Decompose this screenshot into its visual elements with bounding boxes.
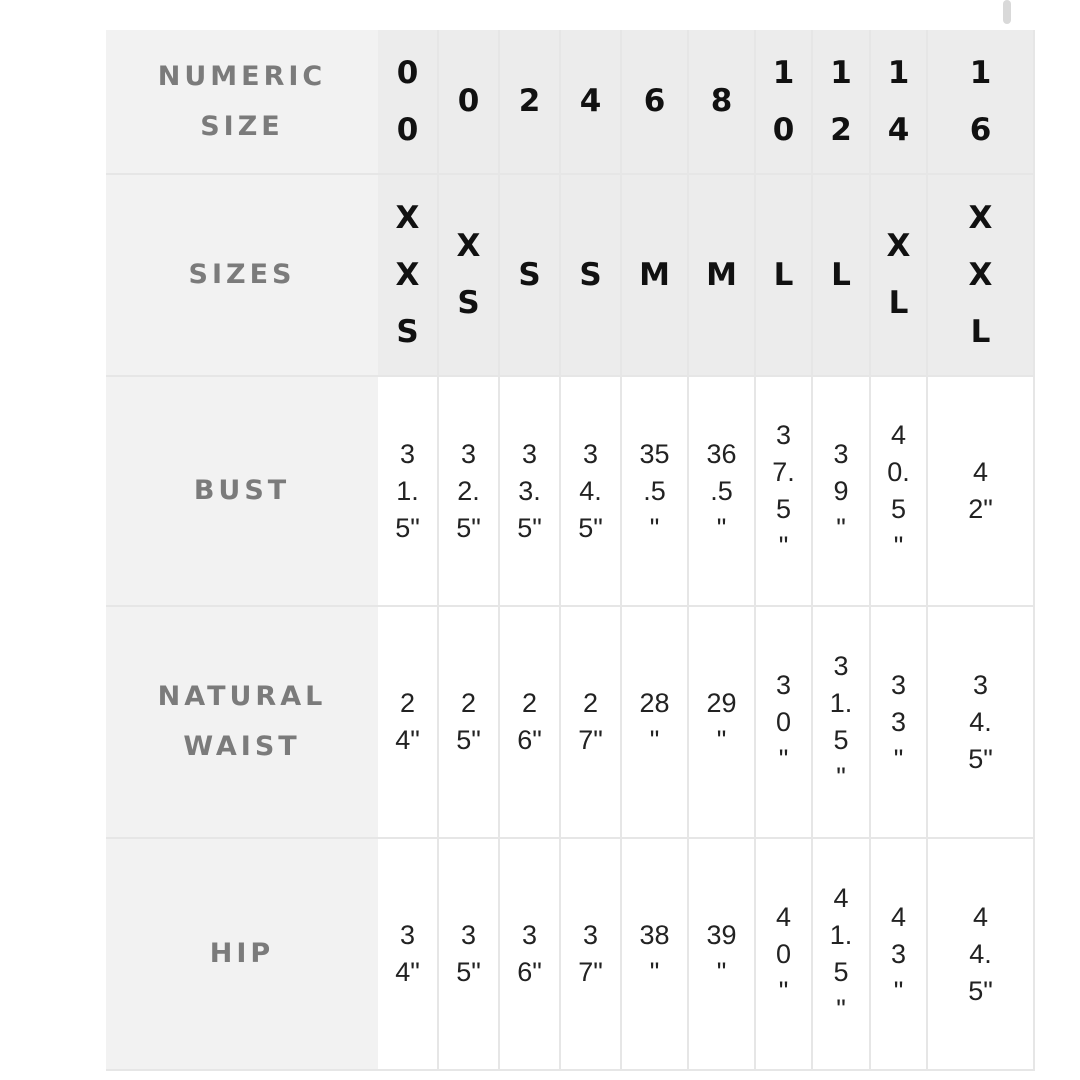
scrollbar-thumb[interactable] <box>1003 0 1011 24</box>
cell-text-line: 4 <box>833 883 849 913</box>
cell-text-line: 2 <box>460 688 477 718</box>
cell-text-line: 5" <box>968 975 993 1006</box>
cell-text-line: 5" <box>578 512 603 543</box>
cell-text-line: 4 <box>972 457 989 487</box>
cell-text-line: 3 <box>890 938 907 969</box>
cell-text-line: " <box>893 531 904 561</box>
bust-cell <box>755 376 812 606</box>
bust-cell <box>621 376 688 606</box>
cell-text-line: 4 <box>890 420 907 450</box>
hip-cell <box>755 838 812 1070</box>
cell-text-line: " <box>836 762 846 792</box>
bust-cell <box>688 376 755 606</box>
cell-text-line: 1. <box>396 475 419 506</box>
numeric-size-label <box>106 30 378 174</box>
row-label-line: NATURAL <box>157 681 327 712</box>
cell-text-line: " <box>836 512 846 543</box>
cell-text-line: 4 <box>579 83 602 119</box>
size-letter-cell <box>560 174 621 376</box>
cell-text-line: 3 <box>775 669 792 700</box>
cell-text-line: 3 <box>582 920 599 950</box>
size-letter-cell <box>499 174 560 376</box>
cell-text-line: " <box>649 725 660 755</box>
cell-text-line: 3 <box>890 669 907 700</box>
size-letter-cell <box>621 174 688 376</box>
cell-text-line: 5" <box>456 957 481 987</box>
bust-label <box>106 376 378 606</box>
numeric-size-cell <box>870 30 927 174</box>
natural-waist-cell <box>927 606 1034 838</box>
bust-row <box>106 376 1034 606</box>
cell-text-line: 4 <box>890 901 907 932</box>
size-letter-cell <box>378 174 438 376</box>
numeric-size-cell <box>755 30 812 174</box>
cell-text-line: 8 <box>710 83 733 119</box>
cell-text-line: 2 <box>582 688 599 718</box>
cell-text-line: 0 <box>775 938 792 969</box>
size-letter-cell <box>438 174 499 376</box>
bust-cell <box>870 376 927 606</box>
hip-row <box>106 838 1034 1070</box>
cell-text-line: 9 <box>833 475 849 506</box>
cell-text-line: " <box>778 975 789 1006</box>
hip-cell <box>560 838 621 1070</box>
numeric-size-cell <box>927 30 1034 174</box>
cell-text-line: 3 <box>460 920 477 950</box>
natural-waist-cell <box>438 606 499 838</box>
cell-text-line: " <box>716 512 727 543</box>
cell-text-line: 1 <box>887 54 910 91</box>
cell-text-line: 0. <box>887 457 910 487</box>
cell-text-line: " <box>778 743 789 774</box>
cell-text-line: S <box>457 285 480 321</box>
cell-text-line: 3 <box>460 438 477 469</box>
cell-text-line: 3 <box>833 651 849 681</box>
cell-text-line: " <box>893 975 904 1006</box>
sizes-label <box>106 174 378 376</box>
cell-text-line: 6" <box>517 957 542 987</box>
hip-cell <box>688 838 755 1070</box>
cell-text-line: L <box>831 256 851 293</box>
cell-text-line: 5" <box>456 725 481 755</box>
size-letter-cell <box>927 174 1034 376</box>
row-label-line: BUST <box>193 475 291 506</box>
cell-text-line: 5 <box>833 725 849 755</box>
cell-text-line: X <box>395 199 420 236</box>
numeric-size-row <box>106 30 1034 174</box>
cell-text-line: 7" <box>578 957 603 987</box>
hip-cell <box>499 838 560 1070</box>
numeric-size-cell <box>438 30 499 174</box>
row-label-line: WAIST <box>183 731 301 762</box>
cell-text-line: L <box>888 285 909 321</box>
cell-text-line: 1 <box>969 54 992 91</box>
natural-waist-cell <box>688 606 755 838</box>
natural-waist-cell <box>621 606 688 838</box>
row-label-line: SIZE <box>200 110 284 142</box>
cell-text-line: L <box>773 256 794 293</box>
bust-cell <box>927 376 1034 606</box>
cell-text-line: L <box>970 313 991 350</box>
cell-text-line: 5 <box>833 957 849 987</box>
natural-waist-label <box>106 606 378 838</box>
cell-text-line: 3 <box>582 438 599 469</box>
cell-text-line: 3. <box>518 475 541 506</box>
cell-text-line: M <box>639 256 670 293</box>
cell-text-line: 6" <box>517 725 542 755</box>
numeric-size-cell <box>560 30 621 174</box>
cell-text-line: " <box>716 725 727 755</box>
hip-cell <box>927 838 1034 1070</box>
cell-text-line: X <box>456 228 481 264</box>
natural-waist-cell <box>499 606 560 838</box>
cell-text-line: 2 <box>518 83 541 119</box>
numeric-size-cell <box>499 30 560 174</box>
cell-text-line: 6 <box>643 83 666 119</box>
cell-text-line: 3 <box>833 438 849 469</box>
size-letter-cell <box>688 174 755 376</box>
cell-text-line: 6 <box>969 111 992 148</box>
cell-text-line: 1 <box>772 54 795 91</box>
cell-text-line: 35 <box>639 438 670 469</box>
cell-text-line: 2 <box>399 688 416 718</box>
numeric-size-cell <box>688 30 755 174</box>
cell-text-line: " <box>778 531 789 561</box>
cell-text-line: 36 <box>706 438 737 469</box>
natural-waist-cell <box>378 606 438 838</box>
hip-cell <box>378 838 438 1070</box>
cell-text-line: 4 <box>775 901 792 932</box>
bust-cell <box>560 376 621 606</box>
cell-text-line: 0 <box>772 111 795 148</box>
cell-text-line: .5 <box>643 475 666 506</box>
cell-text-line: 4 <box>972 901 989 932</box>
cell-text-line: 39 <box>706 920 737 950</box>
cell-text-line: 1 <box>830 54 852 91</box>
natural-waist-cell <box>812 606 870 838</box>
cell-text-line: 5" <box>395 512 420 543</box>
cell-text-line: 2 <box>521 688 538 718</box>
hip-cell <box>621 838 688 1070</box>
sizes-row <box>106 174 1034 376</box>
cell-text-line: X <box>968 199 993 236</box>
cell-text-line: 1. <box>829 688 853 718</box>
size-letter-cell <box>812 174 870 376</box>
row-label-line: SIZES <box>188 259 296 290</box>
cell-text-line: " <box>716 957 727 987</box>
natural-waist-cell <box>755 606 812 838</box>
cell-text-line: 3 <box>399 920 416 950</box>
cell-text-line: " <box>649 957 660 987</box>
bust-cell <box>499 376 560 606</box>
cell-text-line: 28 <box>639 688 670 718</box>
cell-text-line: 0 <box>396 54 419 91</box>
cell-text-line: 4" <box>395 957 420 987</box>
row-label-line: NUMERIC <box>157 60 327 92</box>
cell-text-line: 5" <box>456 512 481 543</box>
natural-waist-cell <box>870 606 927 838</box>
cell-text-line: 7" <box>578 725 603 755</box>
hip-cell <box>812 838 870 1070</box>
cell-text-line: 5 <box>890 494 907 524</box>
cell-text-line: " <box>649 512 660 543</box>
numeric-size-cell <box>621 30 688 174</box>
natural-waist-cell <box>560 606 621 838</box>
cell-text-line: X <box>968 256 993 293</box>
cell-text-line: S <box>396 313 419 350</box>
cell-text-line: X <box>886 228 911 264</box>
cell-text-line: 29 <box>706 688 737 718</box>
cell-text-line: 5" <box>517 512 542 543</box>
cell-text-line: M <box>706 256 737 293</box>
cell-text-line: 3 <box>521 920 538 950</box>
cell-text-line: 3 <box>972 669 989 700</box>
size-chart-container[interactable] <box>106 30 993 1072</box>
cell-text-line: 0 <box>396 111 419 148</box>
cell-text-line: 3 <box>399 438 416 469</box>
cell-text-line: X <box>395 256 420 293</box>
cell-text-line: 2 <box>830 111 852 148</box>
cell-text-line: " <box>893 743 904 774</box>
row-label-line: HIP <box>209 938 275 969</box>
cell-text-line: 7. <box>772 457 795 487</box>
cell-text-line: 3 <box>890 706 907 737</box>
cell-text-line: 3 <box>775 420 792 450</box>
numeric-size-cell <box>812 30 870 174</box>
cell-text-line: 2. <box>457 475 480 506</box>
cell-text-line: 1. <box>829 920 853 950</box>
size-letter-cell <box>870 174 927 376</box>
hip-cell <box>438 838 499 1070</box>
numeric-size-cell <box>378 30 438 174</box>
bust-cell <box>378 376 438 606</box>
cell-text-line: 4. <box>969 938 992 969</box>
cell-text-line: 4. <box>969 706 992 737</box>
cell-text-line: 0 <box>775 706 792 737</box>
natural-waist-row <box>106 606 1034 838</box>
hip-cell <box>870 838 927 1070</box>
cell-text-line: S <box>579 256 602 293</box>
size-chart-table <box>106 30 1035 1071</box>
bust-cell <box>812 376 870 606</box>
cell-text-line: .5 <box>710 475 733 506</box>
cell-text-line: 0 <box>457 83 480 119</box>
size-letter-cell <box>755 174 812 376</box>
cell-text-line: 4" <box>395 725 420 755</box>
cell-text-line: 5 <box>775 494 792 524</box>
cell-text-line: 3 <box>521 438 538 469</box>
cell-text-line: " <box>836 994 846 1024</box>
bust-cell <box>438 376 499 606</box>
hip-label <box>106 838 378 1070</box>
cell-text-line: 5" <box>968 743 993 774</box>
cell-text-line: 4. <box>579 475 602 506</box>
cell-text-line: 2" <box>968 494 993 524</box>
cell-text-line: S <box>518 256 541 293</box>
cell-text-line: 38 <box>639 920 670 950</box>
cell-text-line: 4 <box>887 111 910 148</box>
